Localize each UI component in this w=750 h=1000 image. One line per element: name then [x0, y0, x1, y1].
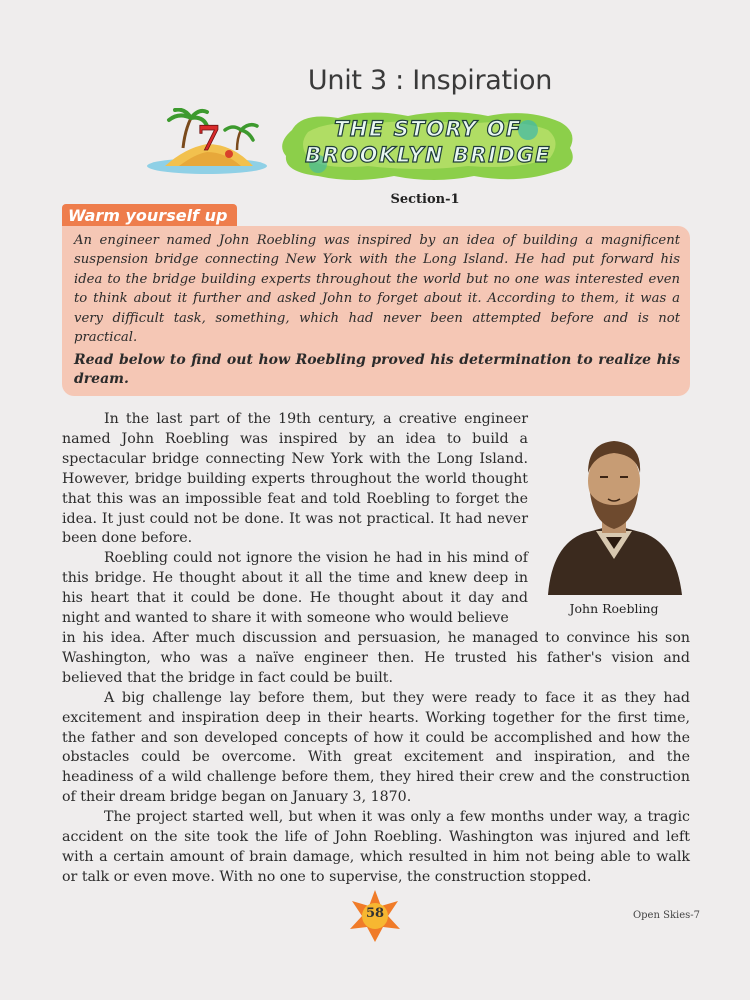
section-label: Section-1 — [390, 192, 460, 207]
story-title — [288, 116, 568, 168]
chapter-number: 7 — [197, 119, 221, 159]
body-paragraph: The project started well, but when it was only a few months under way, a tragic accident on the site took the life of John Roebling. Washington was injured and left with a certain amount of brain damage, which resulted in him not being able to walk or talk or even move. With no one to supervise, the construction stopped. — [62, 809, 690, 885]
body-paragraph-continuation: in his idea. After much discussion and persuasion, he managed to convince his son Washington, who was a naïve engineer then. He trusted his father's vision and believed that the bridge in fact could be built. — [62, 629, 690, 686]
body-paragraph: In the last part of the 19th century, a creative engineer named John Roebling was inspired by an idea to build a spectacular bridge connecting New York with the Long Island. However, bridge building experts throughout the world thought that this was an impossible feat and told Roebling to forget the idea. It just could not be done. It was not practical. It had never been done before. — [62, 411, 528, 547]
body-wrap-column — [62, 410, 528, 629]
warm-up-box — [62, 226, 690, 396]
body-paragraph: A big challenge lay before them, but they were ready to face it as they had excitement and inspiration deep in their hearts. Working together for the first time, the father and son developed concepts of how it could be accomplished and how the obstacles could be overcome. With great excitement and inspiration, and the headiness of a wild challenge before them, they hired their crew and the construction of their dream bridge began on January 3, 1870. — [62, 689, 690, 806]
story-title-line2: BROOKLYN BRIDGE — [305, 143, 551, 167]
body-paragraph: Roebling could not ignore the vision he had in his mind of this bridge. He thought about it all the time and knew deep in his heart that it could be done. He thought about it day and night and wanted to share it with someone who would believe — [62, 550, 528, 627]
book-title-footer: Open Skies-7 — [632, 910, 700, 921]
unit-title: Unit 3 : Inspiration — [307, 65, 553, 96]
story-title-line1: THE STORY OF — [334, 117, 522, 141]
page-number: 58 — [365, 906, 385, 921]
island-illustration — [145, 108, 270, 178]
portrait-caption: John Roebling — [569, 601, 659, 616]
warm-up-paragraph: An engineer named John Roebling was inspired by an idea of building a magnificent suspension bridge connecting New York with the Long Island. He had put forward his idea to the bridge building experts throughout the world but no one was interested even to think about it further and asked John to forget about it. According to them, it was a very difficult task, something, which had never been attempted before and is not practical. — [74, 233, 680, 346]
warm-up-heading: Warm yourself up — [62, 204, 237, 227]
story-body — [62, 410, 690, 888]
warm-up-prompt: Read below to find out how Roebling proved his determination to realize his dream. — [74, 352, 680, 388]
